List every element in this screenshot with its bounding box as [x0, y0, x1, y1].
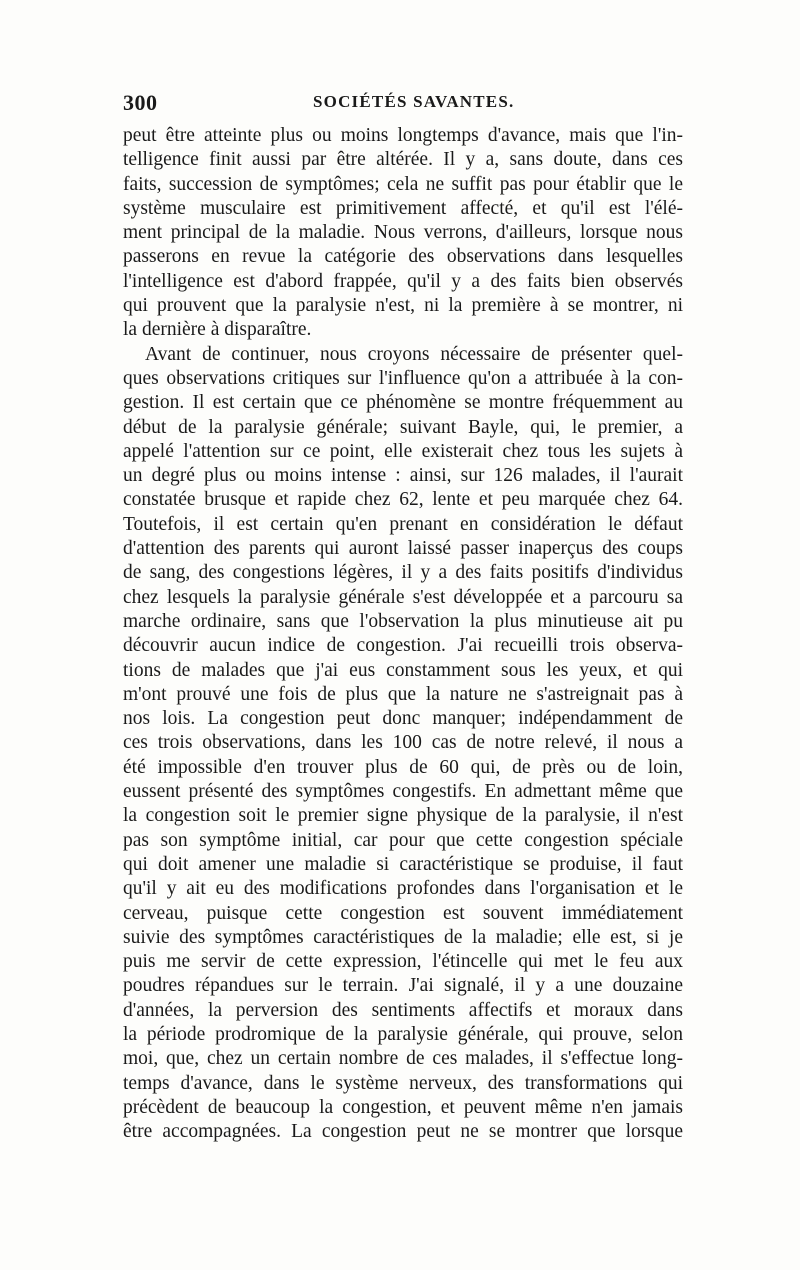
text-line: gestion. Il est certain que ce phénomène se montre fréquemment au	[123, 392, 683, 414]
text-line: être accompagnées. La congestion peut ne se montrer que lorsque	[123, 1121, 683, 1143]
text-line: Toutefois, il est certain qu'en prenant en considération le défaut	[123, 513, 683, 535]
text-line: d'années, la perversion des sentiments affectifs et moraux dans	[123, 999, 683, 1021]
text-line: ques observations critiques sur l'influence qu'on a attribuée à la con-	[123, 367, 683, 389]
text-line: d'attention des parents qui auront laissé passer inaperçus des coups	[123, 538, 683, 560]
page-header	[123, 90, 683, 120]
text-line: ces trois observations, dans les 100 cas de notre relevé, il nous a	[123, 732, 683, 754]
text-line: été impossible d'en trouver plus de 60 qui, de près ou de loin,	[123, 756, 683, 778]
page-number: 300	[123, 90, 158, 115]
text-line: la période prodromique de la paralysie générale, qui prouve, selon	[123, 1023, 683, 1045]
text-line: de sang, des congestions légères, il y a des faits positifs d'individus	[123, 562, 683, 584]
text-line: eussent présenté des symptômes congestifs. En admettant même que	[123, 781, 683, 803]
text-line: système musculaire est primitivement affecté, et qu'il est l'élé-	[123, 197, 683, 219]
text-line: un degré plus ou moins intense : ainsi, sur 126 malades, il l'aurait	[123, 465, 683, 487]
text-line: chez lesquels la paralysie générale s'est développée et a parcouru sa	[123, 586, 683, 608]
text-line: qu'il y ait eu des modifications profondes dans l'organisation et le	[123, 878, 683, 900]
running-title: SOCIÉTÉS SAVANTES.	[313, 92, 515, 111]
text-line: qui prouvent que la paralysie n'est, ni la première à se montrer, ni	[123, 295, 683, 317]
text-line: suivie des symptômes caractéristiques de la maladie; elle est, si je	[123, 926, 683, 948]
text-line: telligence finit aussi par être altérée. Il y a, sans doute, dans ces	[123, 149, 683, 171]
text-line: découvrir aucun indice de congestion. J'ai recueilli trois observa-	[123, 635, 683, 657]
paragraph-end-line: la dernière à disparaître.	[123, 319, 312, 341]
body-text	[123, 124, 683, 1144]
text-line: nos lois. La congestion peut donc manquer; indépendamment de	[123, 708, 683, 730]
text-line: tions de malades que j'ai eus constamment sous les yeux, et qui	[123, 659, 683, 681]
text-line: puis me servir de cette expression, l'étincelle qui met le feu aux	[123, 951, 683, 973]
text-line: la congestion soit le premier signe physique de la paralysie, il n'est	[123, 805, 683, 827]
text-line: peut être atteinte plus ou moins longtemps d'avance, mais que l'in-	[123, 125, 683, 146]
text-line: ment principal de la maladie. Nous verrons, d'ailleurs, lorsque nous	[123, 222, 683, 244]
text-line: début de la paralysie générale; suivant Bayle, qui, le premier, a	[123, 416, 683, 438]
text-line: temps d'avance, dans le système nerveux, des transformations qui	[123, 1072, 683, 1094]
text-line: passerons en revue la catégorie des observations dans lesquelles	[123, 246, 683, 268]
paragraph-start-line: Avant de continuer, nous croyons nécessaire de présenter quel-	[145, 343, 683, 365]
text-line: marche ordinaire, sans que l'observation la plus minutieuse ait pu	[123, 610, 683, 632]
text-line: précèdent de beaucoup la congestion, et peuvent même n'en jamais	[123, 1096, 683, 1118]
text-line: l'intelligence est d'abord frappée, qu'il y a des faits bien observés	[123, 270, 683, 292]
text-line: moi, que, chez un certain nombre de ces malades, il s'effectue long-	[123, 1048, 683, 1070]
text-line: faits, succession de symptômes; cela ne suffit pas pour établir que le	[123, 173, 683, 195]
text-line: m'ont prouvé une fois de plus que la nature ne s'astreignait pas à	[123, 683, 683, 705]
text-line: constatée brusque et rapide chez 62, lente et peu marquée chez 64.	[123, 489, 683, 511]
text-line: cerveau, puisque cette congestion est souvent immédiatement	[123, 902, 683, 924]
text-line: pas son symptôme initial, car pour que cette congestion spéciale	[123, 829, 683, 851]
text-line: appelé l'attention sur ce point, elle existerait chez tous les sujets à	[123, 440, 683, 462]
text-line: poudres répandues sur le terrain. J'ai signalé, il y a une douzaine	[123, 975, 683, 997]
text-line: qui doit amener une maladie si caractéristique se produise, il faut	[123, 853, 683, 875]
